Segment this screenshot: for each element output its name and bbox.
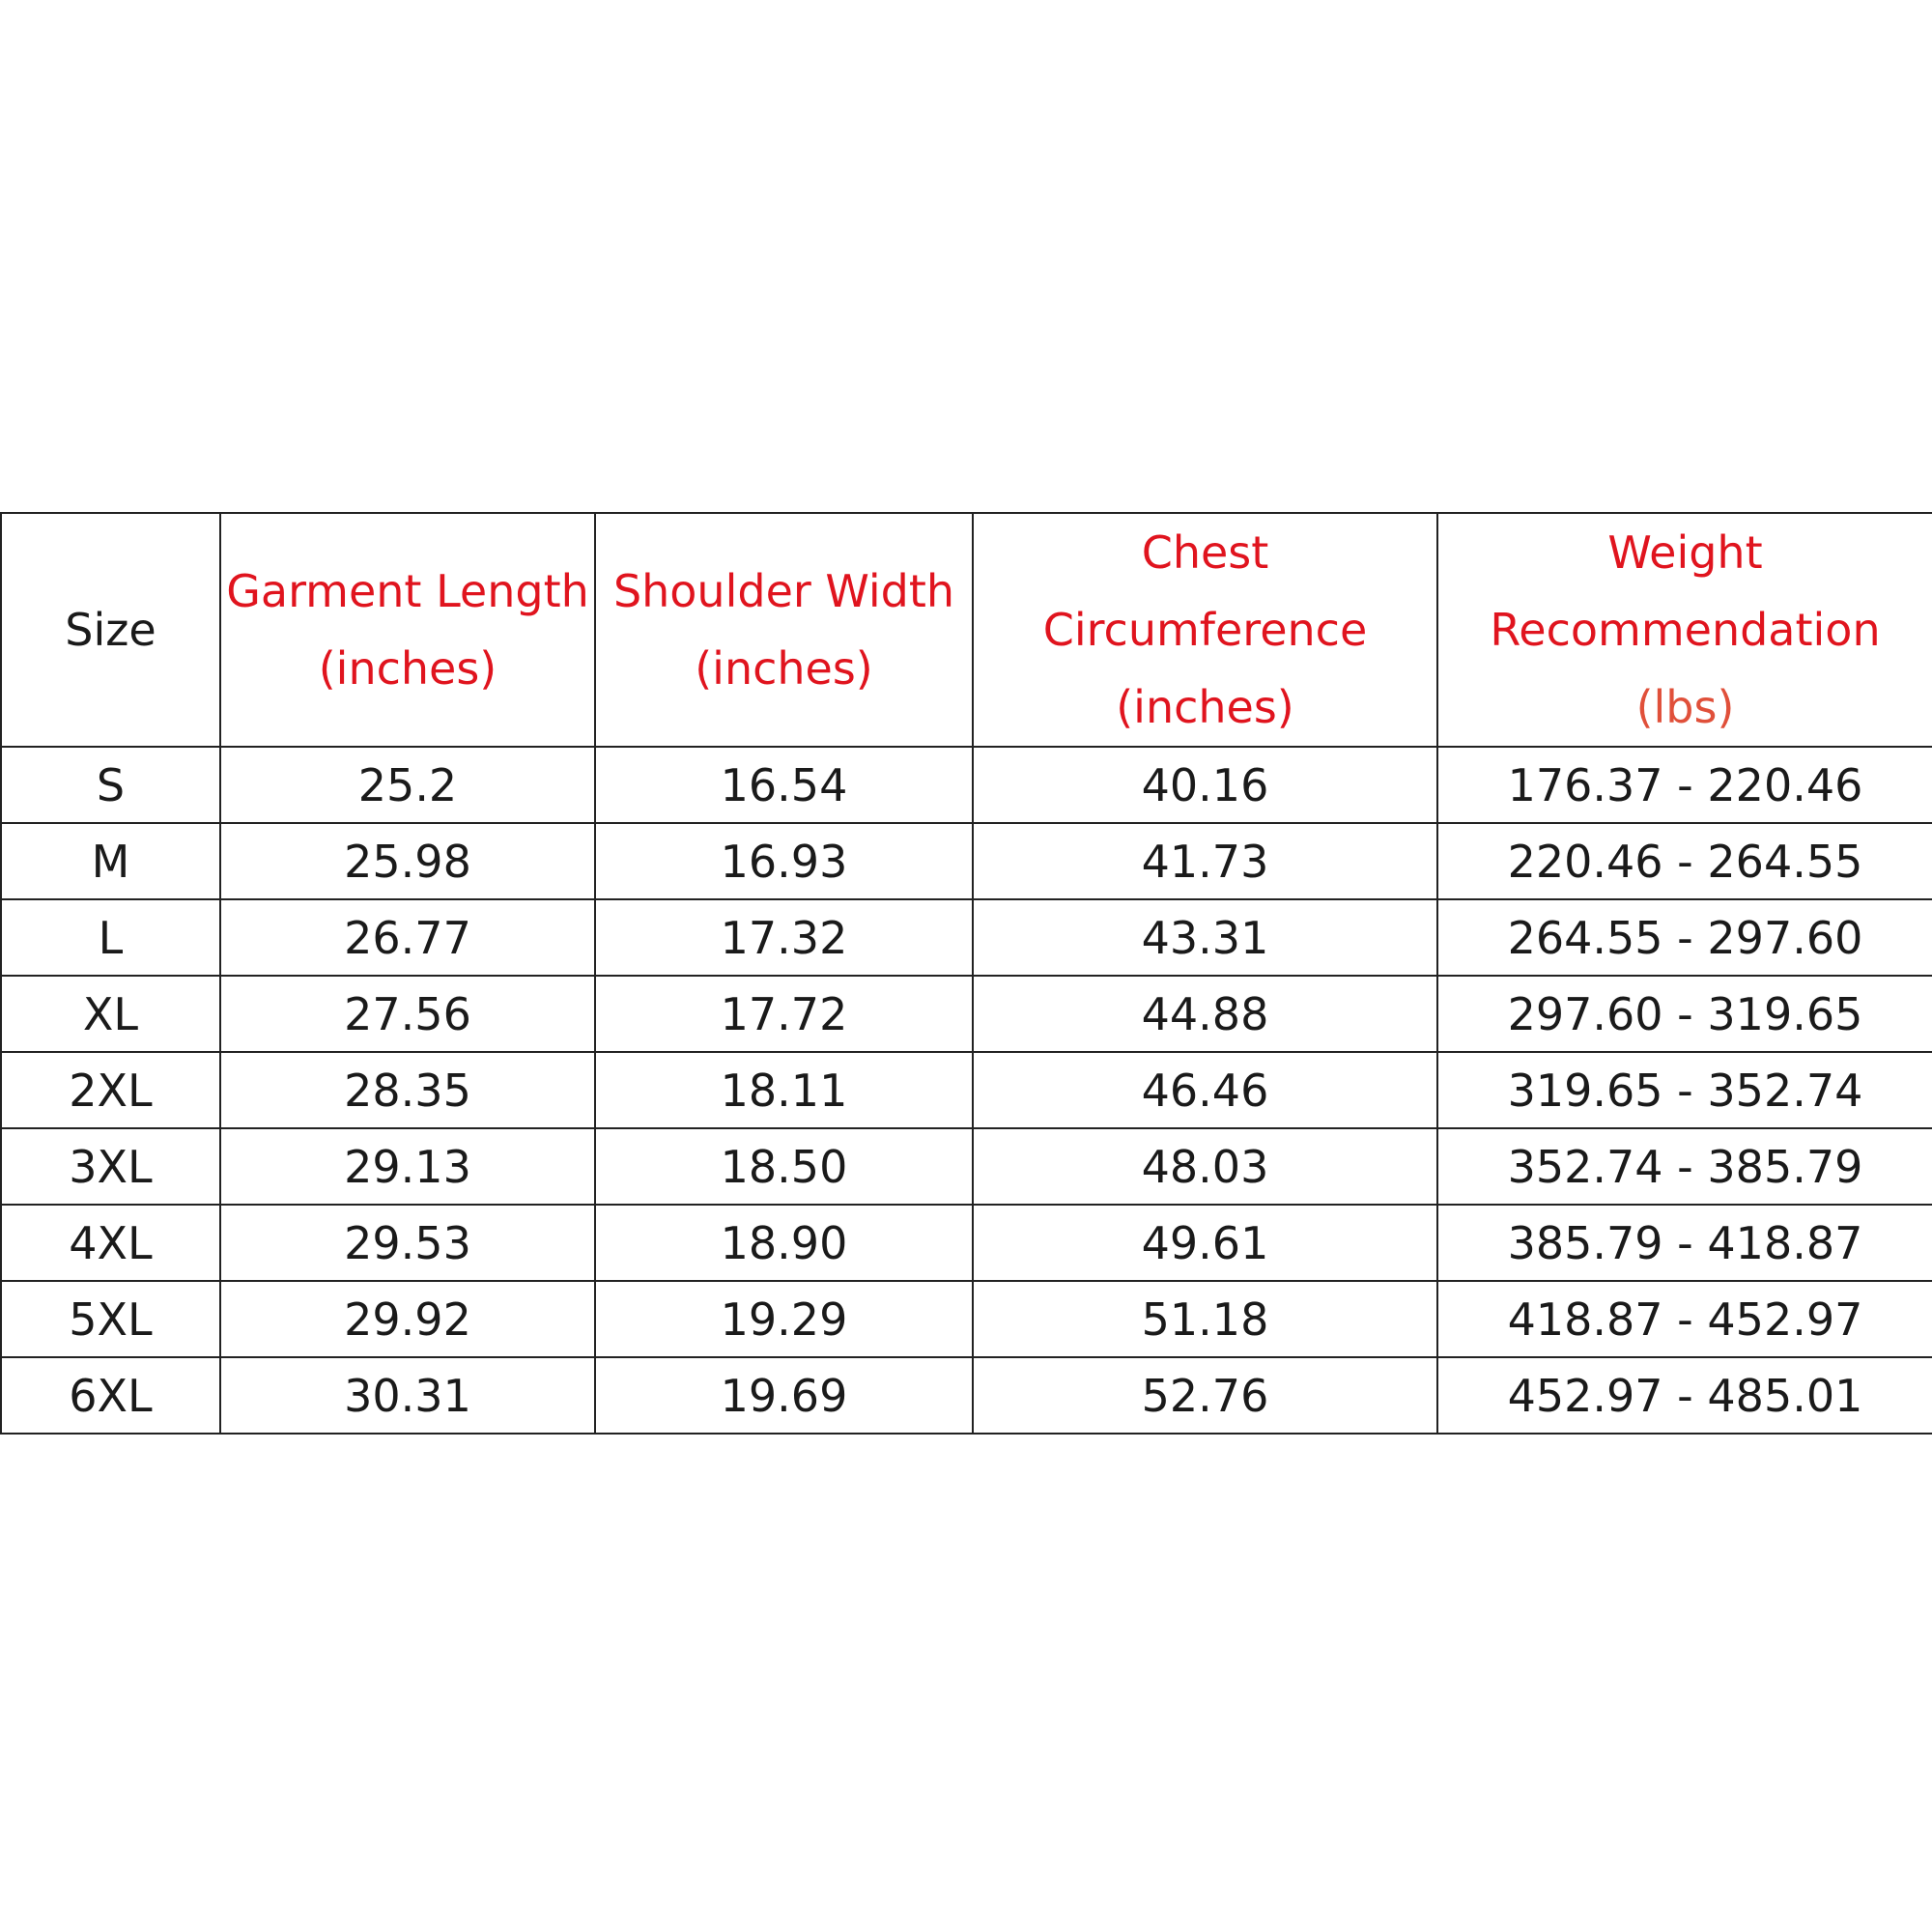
- header-size: Size: [1, 513, 220, 747]
- garment-length-cell: 29.13: [220, 1128, 595, 1205]
- table-row: [1, 823, 1932, 899]
- chest-circumference-cell: 40.16: [973, 747, 1437, 823]
- chest-circumference-cell: 41.73: [973, 823, 1437, 899]
- size-cell: L: [1, 899, 220, 976]
- garment-length-cell: 25.98: [220, 823, 595, 899]
- table-header-row: [1, 513, 1932, 747]
- garment-length-cell: 29.92: [220, 1281, 595, 1357]
- table-row: [1, 747, 1932, 823]
- size-cell: S: [1, 747, 220, 823]
- garment-length-cell: 26.77: [220, 899, 595, 976]
- table-row: [1, 899, 1932, 976]
- chest-circumference-cell: 52.76: [973, 1357, 1437, 1434]
- shoulder-width-cell: 18.11: [595, 1052, 973, 1128]
- garment-length-cell: 30.31: [220, 1357, 595, 1434]
- garment-length-cell: 28.35: [220, 1052, 595, 1128]
- size-cell: 6XL: [1, 1357, 220, 1434]
- size-chart-table: [0, 512, 1932, 1435]
- header-chest-circumference: Chest Circumference (inches): [973, 513, 1437, 747]
- table-row: [1, 1281, 1932, 1357]
- table-row: [1, 1205, 1932, 1281]
- weight-recommendation-cell: 176.37 - 220.46: [1437, 747, 1932, 823]
- garment-length-cell: 27.56: [220, 976, 595, 1052]
- weight-recommendation-cell: 264.55 - 297.60: [1437, 899, 1932, 976]
- size-cell: 4XL: [1, 1205, 220, 1281]
- weight-recommendation-cell: 352.74 - 385.79: [1437, 1128, 1932, 1205]
- shoulder-width-cell: 16.93: [595, 823, 973, 899]
- chest-circumference-cell: 46.46: [973, 1052, 1437, 1128]
- shoulder-width-cell: 17.72: [595, 976, 973, 1052]
- garment-length-cell: 25.2: [220, 747, 595, 823]
- chest-circumference-cell: 44.88: [973, 976, 1437, 1052]
- table-body: [1, 747, 1932, 1434]
- shoulder-width-cell: 16.54: [595, 747, 973, 823]
- shoulder-width-cell: 18.90: [595, 1205, 973, 1281]
- weight-recommendation-cell: 319.65 - 352.74: [1437, 1052, 1932, 1128]
- table-row: [1, 1357, 1932, 1434]
- shoulder-width-cell: 19.29: [595, 1281, 973, 1357]
- weight-recommendation-cell: 220.46 - 264.55: [1437, 823, 1932, 899]
- chest-circumference-cell: 48.03: [973, 1128, 1437, 1205]
- size-cell: XL: [1, 976, 220, 1052]
- shoulder-width-cell: 17.32: [595, 899, 973, 976]
- weight-recommendation-cell: 418.87 - 452.97: [1437, 1281, 1932, 1357]
- weight-recommendation-cell: 297.60 - 319.65: [1437, 976, 1932, 1052]
- shoulder-width-cell: 18.50: [595, 1128, 973, 1205]
- chest-circumference-cell: 51.18: [973, 1281, 1437, 1357]
- table-row: [1, 1052, 1932, 1128]
- size-cell: 3XL: [1, 1128, 220, 1205]
- header-garment-length: Garment Length (inches): [220, 513, 595, 747]
- chest-circumference-cell: 49.61: [973, 1205, 1437, 1281]
- size-cell: 5XL: [1, 1281, 220, 1357]
- header-shoulder-width: Shoulder Width (inches): [595, 513, 973, 747]
- table-row: [1, 976, 1932, 1052]
- garment-length-cell: 29.53: [220, 1205, 595, 1281]
- table-row: [1, 1128, 1932, 1205]
- size-cell: M: [1, 823, 220, 899]
- weight-recommendation-cell: 452.97 - 485.01: [1437, 1357, 1932, 1434]
- chest-circumference-cell: 43.31: [973, 899, 1437, 976]
- weight-recommendation-cell: 385.79 - 418.87: [1437, 1205, 1932, 1281]
- header-weight-recommendation: Weight Recommendation (lbs): [1437, 513, 1932, 747]
- shoulder-width-cell: 19.69: [595, 1357, 973, 1434]
- size-cell: 2XL: [1, 1052, 220, 1128]
